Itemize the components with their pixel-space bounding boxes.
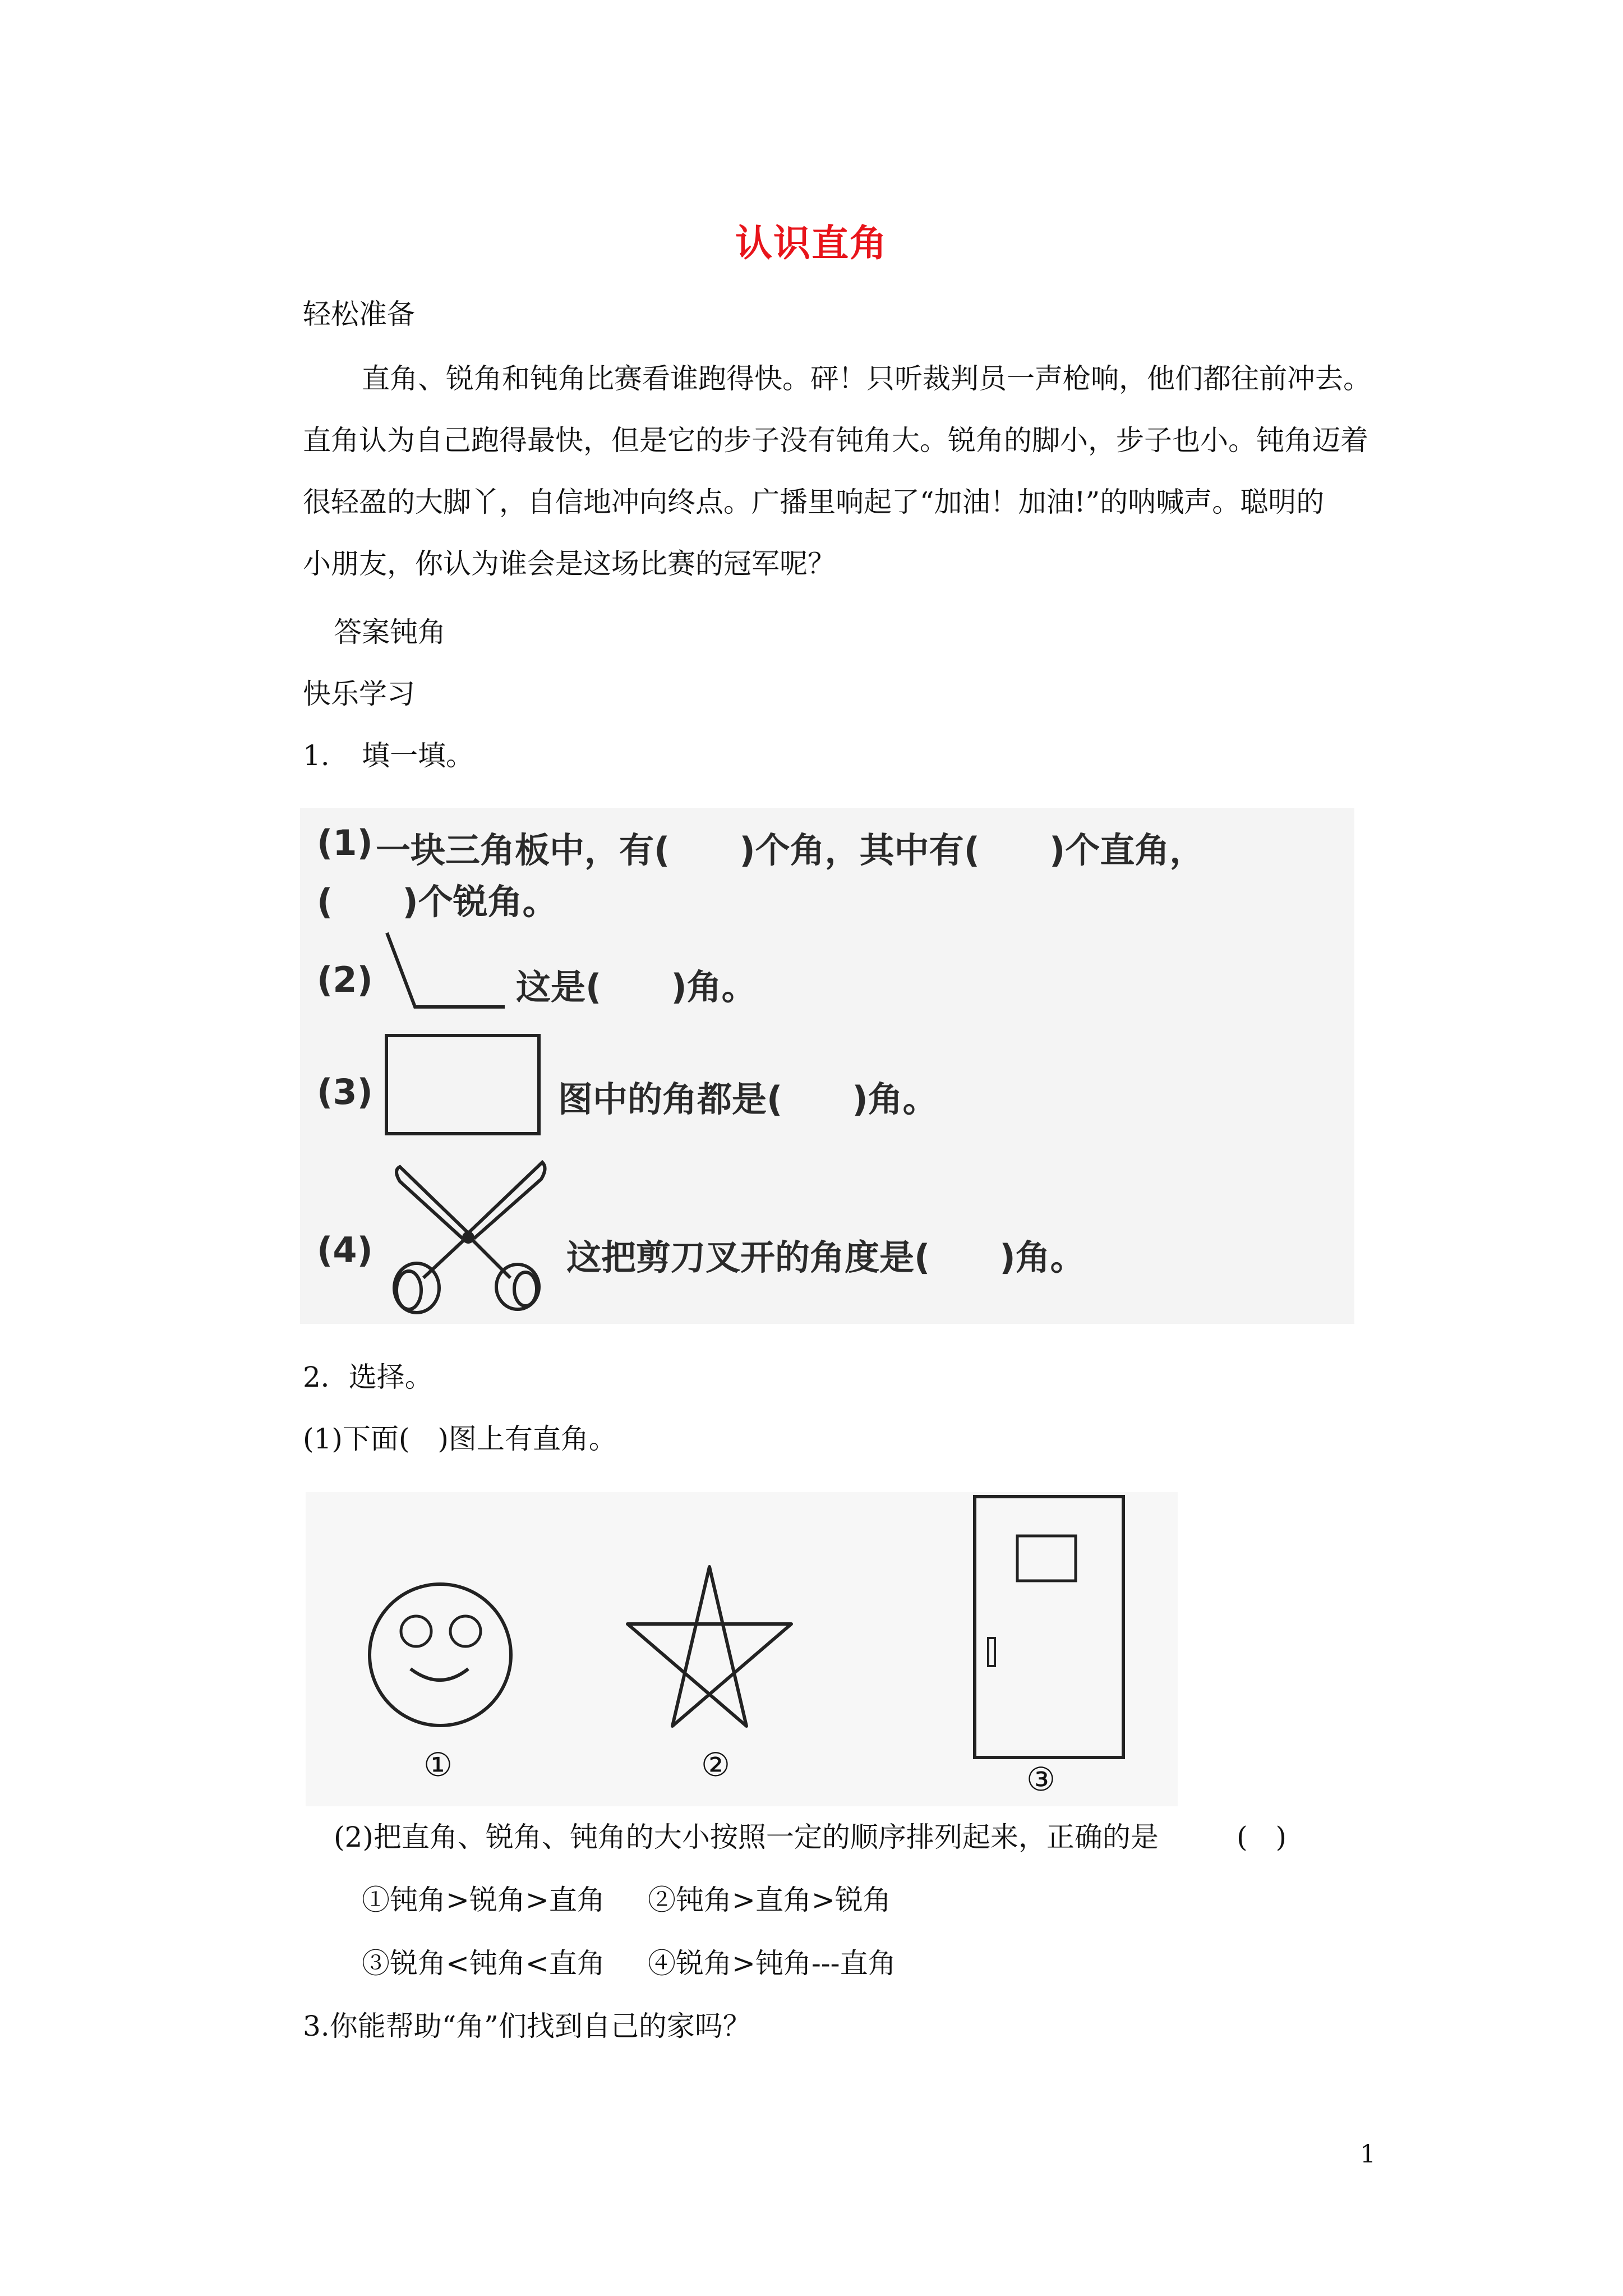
q1-item1-line1: 一块三角板中，有( )个角，其中有( )个直角， <box>376 830 1205 871</box>
q1-item2-num: (2) <box>317 959 373 1000</box>
q2-sub2-blank: ( ) <box>1237 1821 1287 1853</box>
figure-label-3: ③ <box>1026 1760 1055 1798</box>
q1-item3-num: (3) <box>317 1071 373 1112</box>
q2-option-3: ③锐角<钝角<直角 <box>362 1947 605 1980</box>
q1-number: 1. <box>303 739 330 772</box>
story-line-4: 小朋友，你认为谁会是这场比赛的冠军呢？ <box>303 547 836 580</box>
q2-sub1: (1)下面( )图上有直角。 <box>303 1423 617 1455</box>
page-number: 1 <box>1360 2140 1376 2169</box>
rectangle-figure <box>384 1032 547 1139</box>
q1-label: 填一填。 <box>362 739 474 772</box>
story-line-2: 直角认为自己跑得最快，但是它的步子没有钝角大。锐角的脚小，步子也小。钝角迈着 <box>303 424 1368 457</box>
smiley-face-icon <box>365 1579 516 1731</box>
q1-item1-line2: ( )个锐角。 <box>317 881 557 922</box>
story-line-1: 直角、锐角和钝角比赛看谁跑得快。砰！只听裁判员一声枪响，他们都往前冲去。 <box>362 362 1371 395</box>
story-line-3: 很轻盈的大脚丫，自信地冲向终点。广播里响起了“加油！加油!”的呐喊声。聪明的 <box>303 486 1325 518</box>
q1-item3-text: 图中的角都是( )角。 <box>558 1079 938 1120</box>
obtuse-angle-figure <box>381 928 510 1013</box>
q1-item4-num: (4) <box>317 1230 373 1271</box>
scissors-icon <box>384 1154 558 1317</box>
q2-label: 2．选择。 <box>303 1361 433 1393</box>
q2-option-4: ④锐角>钝角---直角 <box>648 1947 896 1980</box>
q1-scan-panel <box>300 808 1354 1324</box>
figure-label-2: ② <box>701 1746 730 1784</box>
section-heading-prepare: 轻松准备 <box>303 298 415 330</box>
story-answer: 答案钝角 <box>334 616 446 648</box>
q1-item1-num: (1) <box>317 822 373 863</box>
q2-option-1: ①钝角>锐角>直角 <box>362 1884 605 1916</box>
page-title: 认识直角 <box>735 221 888 265</box>
section-heading-learn: 快乐学习 <box>303 678 415 710</box>
q1-item2-text: 这是( )角。 <box>516 967 757 1007</box>
door-icon <box>970 1492 1133 1761</box>
q2-option-2: ②钝角>直角>锐角 <box>648 1884 891 1916</box>
figure-label-1: ① <box>423 1746 453 1784</box>
q1-item4-text: 这把剪刀叉开的角度是( )角。 <box>566 1237 1085 1278</box>
q2-scan-panel <box>306 1492 1178 1806</box>
q3-label: 3.你能帮助“角”们找到自己的家吗？ <box>303 2010 751 2042</box>
q2-sub2: (2)把直角、锐角、钝角的大小按照一定的顺序排列起来，正确的是 <box>334 1821 1159 1853</box>
star-icon <box>623 1562 796 1731</box>
